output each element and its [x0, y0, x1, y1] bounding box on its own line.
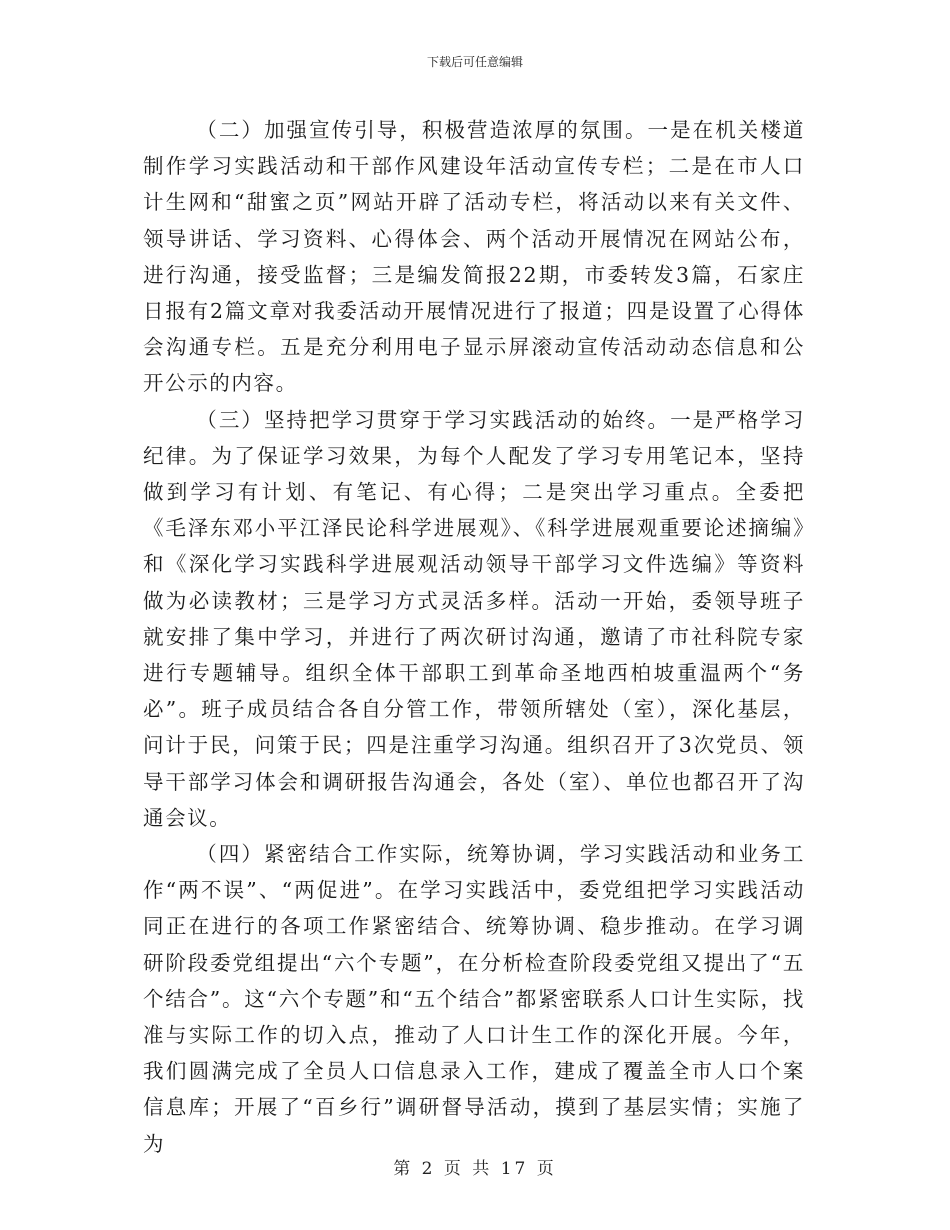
- page-number: 第 2 页 共 17 页: [393, 1159, 557, 1179]
- paragraph-publicity: （二）加强宣传引导，积极营造浓厚的氛围。一是在机关楼道制作学习实践活动和干部作风建设年活动宣传专栏；二是在市人口计生网和“甜蜜之页”网站开辟了活动专栏，将活动以来有关文件、领导讲话、学习资料、心得体会、两个活动开展情况在网站公布，进行沟通，接受监督；三是编发简报22期，市委转发3篇，石家庄日报有2篇文章对我委活动开展情况进行了报道；四是设置了心得体会沟通专栏。五是充分利用电子显示屏滚动宣传活动动态信息和公开公示的内容。: [143, 118, 805, 396]
- paragraph-work-integration: （四）紧密结合工作实际，统筹协调，学习实践活动和业务工作“两不误”、“两促进”。在学习实践活中，委党组把学习实践活动同正在进行的各项工作紧密结合、统筹协调、稳步推动。在学习调研阶段委党组提出“六个专题”，在分析检查阶段委党组又提出了“五个结合”。这“六个专题”和“五个结合”都紧密联系人口计生实际，找准与实际工作的切入点，推动了人口计生工作的深化开展。今年，我们圆满完成了全员人口信息录入工作，建成了覆盖全市人口个案信息库；开展了“百乡行”调研督导活动，摸到了基层实情；实施了为: [143, 842, 805, 1156]
- paragraph-study: （三）坚持把学习贯穿于学习实践活动的始终。一是严格学习纪律。为了保证学习效果，为每个人配发了学习专用笔记本，坚持做到学习有计划、有笔记、有心得；二是突出学习重点。全委把《毛泽东邓小平江泽民论科学进展观》、《科学进展观重要论述摘编》和《深化学习实践科学进展观活动领导干部学习文件选编》等资料做为必读教材；三是学习方式灵活多样。活动一开始，委领导班子就安排了集中学习，并进行了两次研讨沟通，邀请了市社科院专家进行专题辅导。组织全体干部职工到革命圣地西柏坡重温两个“务必”。班子成员结合各自分管工作，带领所辖处（室），深化基层，问计于民，问策于民；四是注重学习沟通。组织召开了3次党员、领导干部学习体会和调研报告沟通会，各处（室）、单位也都召开了沟通会议。: [143, 407, 805, 830]
- document-body: [143, 112, 805, 1162]
- page-header-note: 下载后可任意编辑: [426, 55, 523, 69]
